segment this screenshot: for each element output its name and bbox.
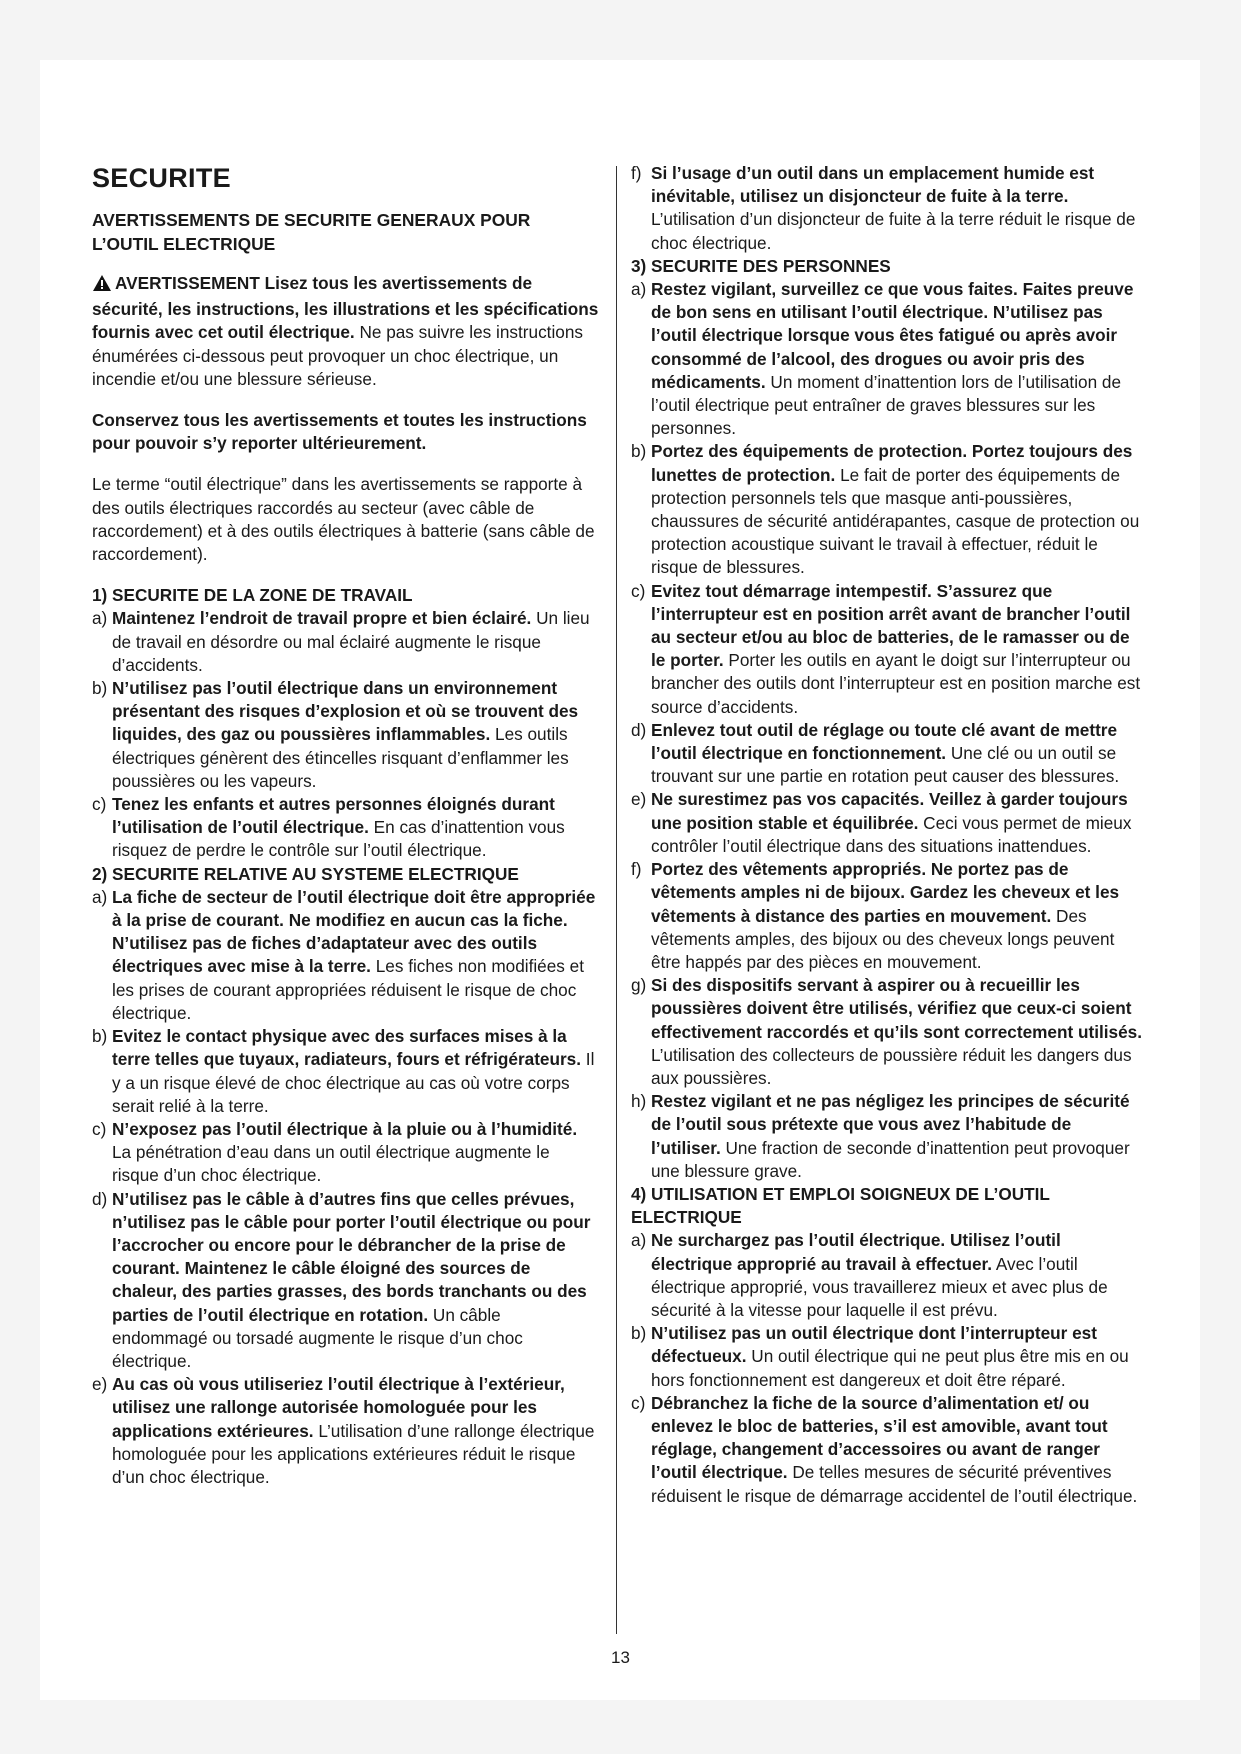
item-plain-text: Une clé ou un outil se trouvant sur une partie en rotation peut causer des blessures.: [651, 743, 1120, 787]
item-label: a): [631, 1230, 647, 1251]
item-text: [112, 886, 600, 1025]
item-label: b): [92, 678, 108, 699]
item-bold-text: Tenez les enfants et autres personnes éloignés durant l’utilisation de l’outil électrique.: [112, 794, 555, 838]
list-item: [631, 788, 1144, 858]
section-list: [631, 162, 1144, 255]
item-plain-text: Le fait de porter des équipements de protection personnels tels que masque anti-poussières, chaussures de sécurité antidérapantes, casque de protection ou protection acoustique suivant le travail à effectuer, réduit le risque de blessures.: [651, 464, 1140, 578]
page-number: 13: [611, 1648, 630, 1667]
item-label: c): [92, 1118, 107, 1139]
right-column: [631, 162, 1144, 1508]
list-item: [631, 1090, 1144, 1183]
item-bold-text: Portez des équipements de protection. Portez toujours des lunettes de protection.: [651, 441, 1133, 485]
item-plain-text: Ceci vous permet de mieux contrôler l’outil électrique dans des situations inattendues.: [651, 812, 1132, 856]
item-label: d): [631, 719, 647, 740]
item-label: d): [92, 1188, 108, 1209]
item-bold-text: Restez vigilant et ne pas négligez les principes de sécurité de l’outil sous prétexte que vous avez l’habitude de l’utiliser.: [651, 1091, 1130, 1158]
term-definition: Le terme “outil électrique” dans les avertissements se rapporte à des outils électriques raccordés au secteur (avec câble de raccordement) et à des outils électriques à batterie (sans câble de raccordement).: [92, 474, 595, 565]
section-heading: 1) SECURITE DE LA ZONE DE TRAVAIL: [92, 585, 413, 606]
section-subtitle: AVERTISSEMENTS DE SECURITE GENERAUX POUR L’OUTIL ELECTRIQUE: [92, 210, 531, 254]
item-text: [651, 719, 1144, 789]
item-bold-text: Maintenez l’endroit de travail propre et bien éclairé.: [112, 608, 532, 629]
list-item: [631, 719, 1144, 789]
item-text: [112, 1373, 600, 1489]
item-text: [651, 1322, 1144, 1392]
list-item: [631, 974, 1144, 1090]
item-bold-text: N’utilisez pas un outil électrique dont l’interrupteur est défectueux.: [651, 1323, 1097, 1367]
item-bold-text: Evitez le contact physique avec des surfaces mises à la terre telles que tuyaux, radiateurs, fours et réfrigérateurs.: [112, 1026, 582, 1070]
list-item: [92, 1025, 600, 1118]
list-item: [631, 1229, 1144, 1322]
item-text: [651, 1229, 1144, 1322]
item-text: [651, 788, 1144, 858]
item-text: [651, 580, 1144, 719]
item-label: e): [631, 789, 647, 810]
list-item: [631, 162, 1144, 255]
item-text: [651, 278, 1144, 440]
section-list: [92, 607, 600, 862]
item-plain-text: L’utilisation d’une rallonge électrique homologuée pour les applications extérieures réduit le risque d’un choc électrique.: [112, 1420, 595, 1487]
section-heading: 3) SECURITE DES PERSONNES: [631, 255, 891, 276]
column-divider: [616, 166, 617, 1634]
warning-icon: [92, 274, 112, 298]
list-item: [92, 793, 600, 863]
list-item: [631, 580, 1144, 719]
item-text: [651, 1090, 1144, 1183]
item-bold-text: Portez des vêtements appropriés. Ne portez pas de vêtements amples ni de bijoux. Gardez les cheveux et les vêtements à distance des parties en mouvement.: [651, 859, 1120, 926]
item-bold-text: Au cas où vous utiliseriez l’outil électrique à l’extérieur, utilisez une rallonge autorisée homologuée pour les applications extérieures.: [112, 1374, 565, 1441]
item-plain-text: Des vêtements amples, des bijoux ou des cheveux longs peuvent être happés par des pièces en mouvement.: [651, 905, 1115, 972]
item-label: a): [631, 279, 647, 300]
section-heading: 4) UTILISATION ET EMPLOI SOIGNEUX DE L’OUTIL ELECTRIQUE: [631, 1183, 1050, 1228]
item-text: [112, 1188, 600, 1374]
item-plain-text: Il y a un risque élevé de choc électrique au cas où votre corps serait relié à la terre.: [112, 1049, 595, 1116]
item-label: a): [92, 608, 108, 629]
item-plain-text: Un moment d’inattention lors de l’utilisation de l’outil électrique peut entraîner de graves blessures sur les personnes.: [651, 371, 1122, 439]
list-item: [92, 886, 600, 1025]
item-bold-text: Ne surestimez pas vos capacités. Veillez à garder toujours une position stable et équilibrée.: [651, 789, 1128, 833]
item-text: [112, 1025, 600, 1118]
item-text: [112, 793, 600, 863]
keep-instructions-notice: Conservez tous les avertissements et toutes les instructions pour pouvoir s’y reporter ultérieurement.: [92, 410, 587, 454]
item-bold-text: N’utilisez pas l’outil électrique dans un environnement présentant des risques d’explosion et où se trouvent des liquides, des gaz ou poussières inflammables.: [112, 678, 579, 745]
list-item: [92, 607, 600, 677]
item-plain-text: L’utilisation d’un disjoncteur de fuite à la terre réduit le risque de choc électrique.: [651, 209, 1136, 253]
warning-bold-text: AVERTISSEMENT Lisez tous les avertissements de sécurité, les instructions, les illustrations et les spécifications fournis avec cet outil électrique.: [92, 273, 599, 343]
left-column: [92, 162, 600, 1489]
page-title: SECURITE: [92, 163, 231, 193]
item-label: h): [631, 1091, 647, 1112]
item-bold-text: N’exposez pas l’outil électrique à la pluie ou à l’humidité.: [112, 1118, 578, 1139]
item-label: c): [92, 794, 107, 815]
item-plain-text: Porter les outils en ayant le doigt sur l’interrupteur ou brancher des outils dont l’interrupteur est en position marche est source d’accidents.: [651, 650, 1141, 717]
item-plain-text: Une fraction de seconde d’inattention peut provoquer une blessure grave.: [651, 1137, 1130, 1181]
section-list: [631, 1229, 1144, 1507]
item-plain-text: Avec l’outil électrique approprié, vous travaillerez mieux et avec plus de sécurité à la vitesse pour laquelle il est prévu.: [651, 1253, 1108, 1320]
item-label: a): [92, 886, 108, 907]
item-label: f): [631, 859, 642, 880]
list-item: [92, 1118, 600, 1188]
item-plain-text: L’utilisation des collecteurs de poussière réduit les dangers dus aux poussières.: [651, 1044, 1132, 1088]
list-item: [631, 1322, 1144, 1392]
item-plain-text: En cas d’inattention vous risquez de perdre le contrôle sur l’outil électrique.: [112, 817, 565, 861]
item-text: [112, 677, 600, 793]
item-bold-text: Si des dispositifs servant à aspirer ou à recueillir les poussières doivent être utilisés, vérifiez que ceux-ci soient effectivement raccordés et qu’ils sont correctement utilisés.: [651, 975, 1142, 1042]
list-item: [631, 858, 1144, 974]
item-label: b): [631, 1323, 647, 1344]
list-item: [631, 1392, 1144, 1508]
item-bold-text: Si l’usage d’un outil dans un emplacement humide est inévitable, utilisez un disjoncteur de fuite à la terre.: [651, 163, 1095, 207]
item-bold-text: Enlevez tout outil de réglage ou toute clé avant de mettre l’outil électrique en fonctionnement.: [651, 719, 1118, 764]
item-label: f): [631, 163, 642, 183]
section-list: [631, 278, 1144, 1183]
list-item: [92, 677, 600, 793]
item-bold-text: N’utilisez pas le câble à d’autres fins que celles prévues, n’utilisez pas le câble pour porter l’outil électrique ou pour l’accrocher ou encore pour le débrancher de la prise de courant. Maintenez le câble éloigné des sources de chaleur, des parties grasses, des bords tranchants ou des parties de l’outil électrique en rotation.: [112, 1188, 591, 1325]
item-plain-text: Les fiches non modifiées et les prises de courant appropriées réduisent le risque de choc électrique.: [112, 956, 584, 1023]
item-text: [651, 440, 1144, 579]
item-plain-text: Un câble endommagé ou torsadé augmente le risque d’un choc électrique.: [112, 1304, 523, 1371]
section-heading: 2) SECURITE RELATIVE AU SYSTEME ELECTRIQUE: [92, 863, 519, 884]
item-text: [112, 607, 600, 677]
item-plain-text: De telles mesures de sécurité préventives réduisent le risque de démarrage accidentel de l’outil électrique.: [651, 1462, 1138, 1506]
item-plain-text: La pénétration d’eau dans un outil électrique augmente le risque d’un choc électrique.: [112, 1142, 550, 1186]
item-plain-text: Un lieu de travail en désordre ou mal éclairé augmente le risque d’accidents.: [112, 608, 590, 675]
item-label: c): [631, 1392, 646, 1413]
item-bold-text: La fiche de secteur de l’outil électrique doit être appropriée à la prise de courant. Ne modifiez en aucun cas la fiche. N’utilisez pas de fiches d’adaptateur avec des outils électriques avec mise à la terre.: [112, 886, 596, 977]
item-label: e): [92, 1374, 108, 1395]
item-label: b): [92, 1026, 108, 1047]
list-item: [631, 440, 1144, 579]
item-text: [651, 858, 1144, 974]
item-label: c): [631, 580, 646, 601]
item-text: [651, 974, 1144, 1090]
item-text: [651, 162, 1144, 255]
item-plain-text: Un outil électrique qui ne peut plus être mis en ou hors fonctionnement est dangereux et doit être réparé.: [651, 1346, 1129, 1390]
item-bold-text: Evitez tout démarrage intempestif. S’assurez que l’interrupteur est en position arrêt avant de brancher l’outil au secteur et/ou au bloc de batteries, de le ramasser ou de le porter.: [651, 580, 1131, 671]
list-item: [92, 1373, 600, 1489]
item-text: [112, 1118, 600, 1188]
item-plain-text: Les outils électriques génèrent des étincelles risquant d’enflammer les poussières ou les vapeurs.: [112, 724, 569, 791]
item-label: b): [631, 441, 647, 462]
warning-text: Ne pas suivre les instructions énumérées ci-dessous peut provoquer un choc électrique, un incendie et/ou une blessure sérieuse.: [92, 322, 583, 389]
warning-paragraph: [92, 272, 600, 391]
list-item: [92, 1188, 600, 1374]
section-list: [92, 886, 600, 1489]
item-bold-text: Ne surchargez pas l’outil électrique. Utilisez l’outil électrique approprié au travail à effectuer.: [651, 1230, 1061, 1274]
item-text: [651, 1392, 1144, 1508]
item-bold-text: Restez vigilant, surveillez ce que vous faites. Faites preuve de bon sens en utilisant l’outil électrique. N’utilisez pas l’outil électrique lorsque vous êtes fatigué ou après avoir consommé de l’alcool, des drogues ou avoir pris des médicaments.: [651, 279, 1134, 392]
item-label: g): [631, 975, 647, 996]
list-item: [631, 278, 1144, 440]
item-bold-text: Débranchez la fiche de la source d’alimentation et/ ou enlevez le bloc de batteries, s’il est amovible, avant tout réglage, changement d’accessoires ou avant de ranger l’outil électrique.: [651, 1392, 1108, 1483]
